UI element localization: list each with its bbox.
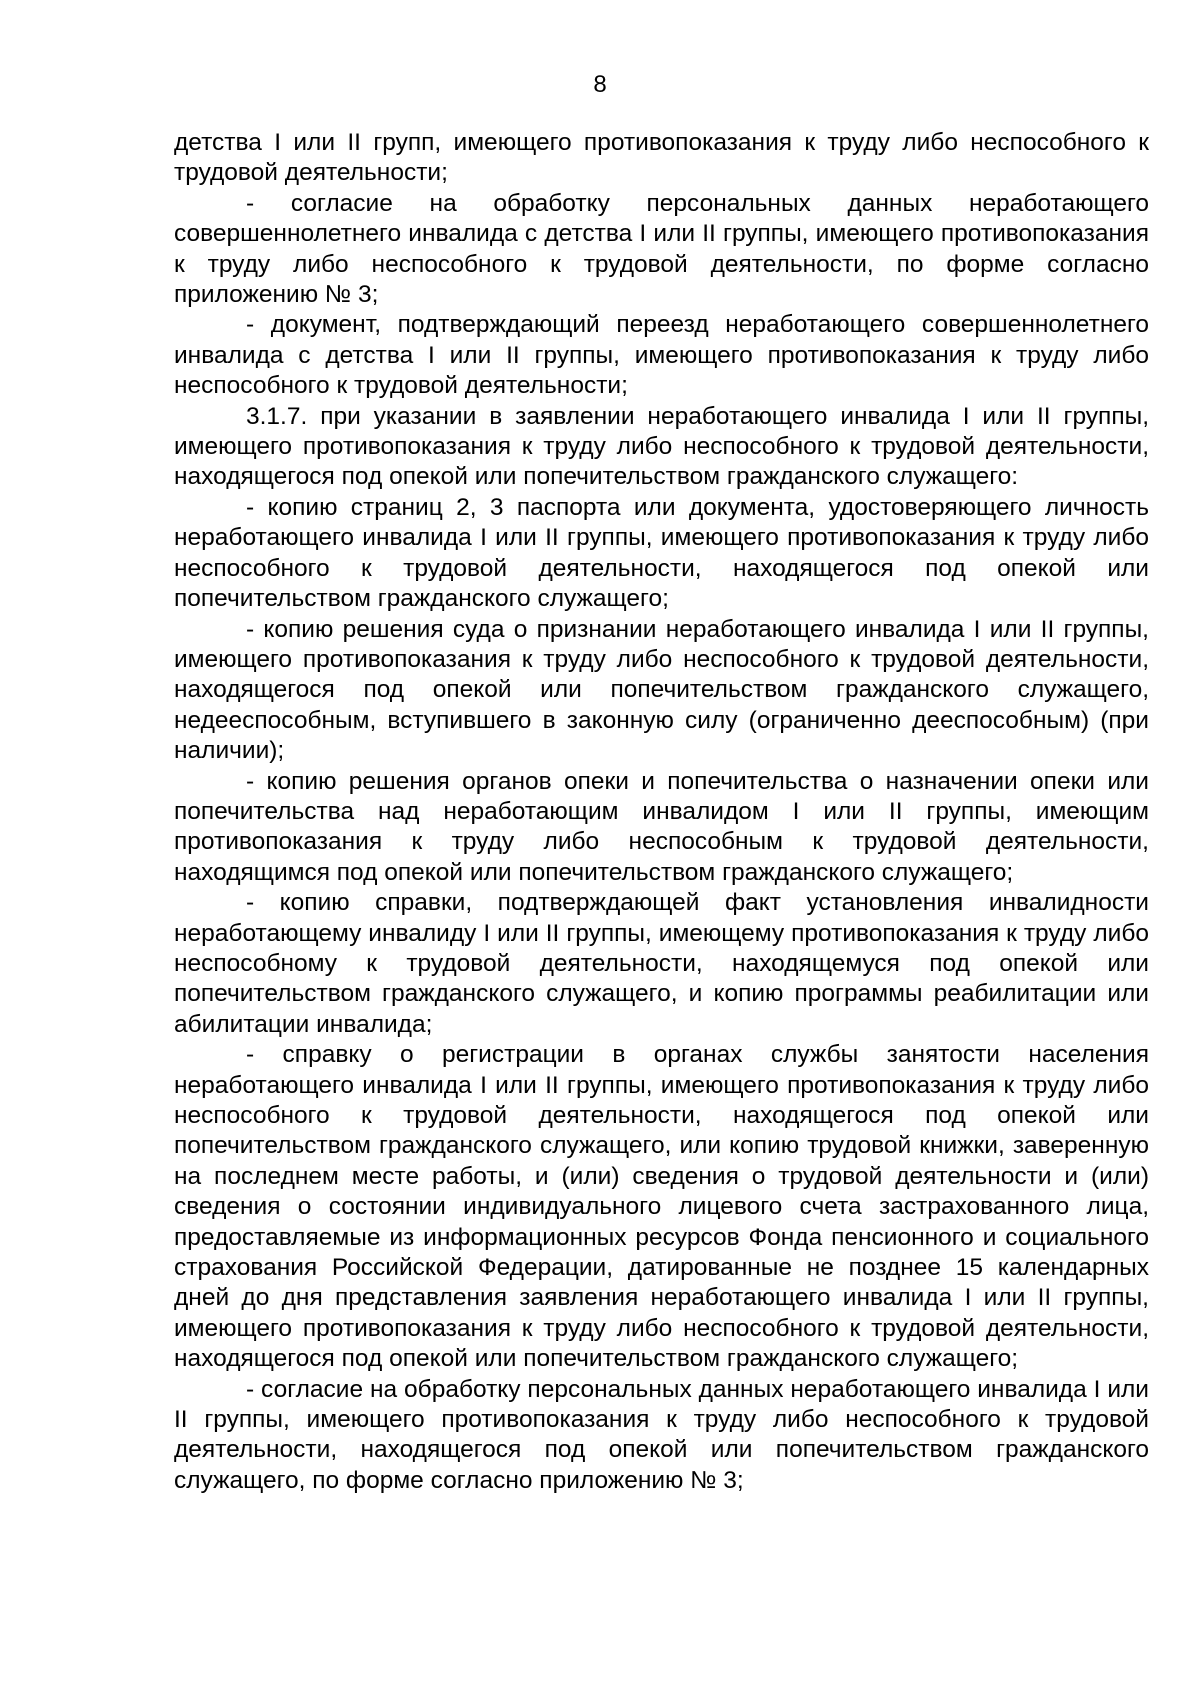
page-number: 8	[593, 71, 607, 98]
paragraph: - документ, подтверждающий переезд неработающего совершеннолетнего инвалида с детства I или II группы, имеющего противопоказания к труду либо неспособного к трудовой деятельности;	[174, 311, 1149, 400]
paragraph: 3.1.7. при указании в заявлении неработающего инвалида I или II группы, имеющего противопоказания к труду либо неспособного к трудовой деятельности, находящегося под опекой или попечительством гражданского служащего:	[174, 402, 1149, 491]
paragraph: - согласие на обработку персональных данных неработающего совершеннолетнего инвалида с детства I или II группы, имеющего противопоказания к труду либо неспособного к трудовой деятельности, по форме согласно приложению № 3;	[174, 189, 1149, 309]
paragraph: - копию решения суда о признании неработающего инвалида I или II группы, имеющего противопоказания к труду либо неспособного к трудовой деятельности, находящегося под опекой или попечительством гражданского служащего, недееспособным, вступившего в законную силу (ограниченно дееспособным) (при наличии);	[174, 615, 1149, 765]
paragraph: - копию справки, подтверждающей факт установления инвалидности неработающему инвалиду I или II группы, имеющему противопоказания к труду либо неспособному к трудовой деятельности, находящемуся под опекой или попечительством гражданского служащего, и копию программы реабилитации или абилитации инвалида;	[174, 889, 1149, 1038]
paragraph: - копию страниц 2, 3 паспорта или документа, удостоверяющего личность неработающего инвалида I или II группы, имеющего противопоказания к труду либо неспособного к трудовой деятельности, находящегося под опекой или попечительством гражданского служащего;	[174, 493, 1149, 613]
paragraph: - согласие на обработку персональных данных неработающего инвалида I или II группы, имеющего противопоказания к труду либо неспособного к трудовой деятельности, находящегося под опекой или попечительством гражданского служащего, по форме согласно приложению № 3;	[174, 1375, 1149, 1494]
document-body	[174, 128, 1149, 1496]
paragraph: - копию решения органов опеки и попечительства о назначении опеки или попечительства над неработающим инвалидом I или II группы, имеющим противопоказания к труду либо неспособным к трудовой деятельности, находящимся под опекой или попечительством гражданского служащего;	[174, 767, 1149, 886]
paragraph: детства I или II групп, имеющего противопоказания к труду либо неспособного к трудовой деятельности;	[174, 129, 1149, 187]
paragraph: - справку о регистрации в органах службы занятости населения неработающего инвалида I или II группы, имеющего противопоказания к труду либо неспособного к трудовой деятельности, находящегося под опекой или попечительством гражданского служащего, или копию трудовой книжки, заверенную на последнем месте работы, и (или) сведения о трудовой деятельности и (или) сведения о состоянии индивидуального лицевого счета застрахованного лица, предоставляемые из информационных ресурсов Фонда пенсионного и социального страхования Российской Федерации, датированные не позднее 15 календарных дней до дня представления заявления неработающего инвалида I или II группы, имеющего противопоказания к труду либо неспособного к трудовой деятельности, находящегося под опекой или попечительством гражданского служащего;	[174, 1041, 1149, 1373]
